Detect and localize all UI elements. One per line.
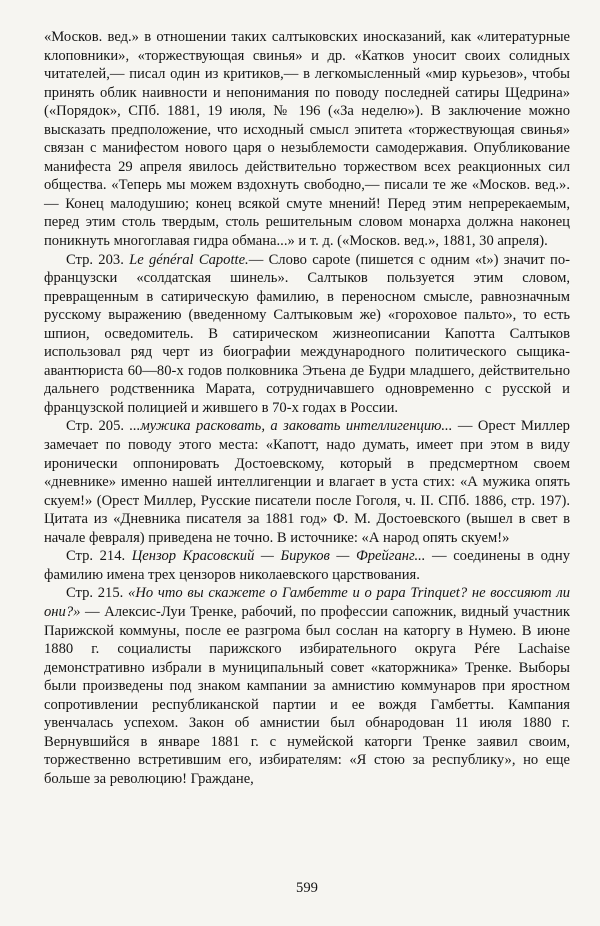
note-headword: «Но что вы скажете о Гамбетте и о papa Trinquet? не воссияют ли они?» — [44, 585, 570, 620]
paragraph-text: «Москов. вед.» в отношении таких салтыковских иносказаний, как «литературные клоповники», «торжествующая свинья» и др. «Катков уносит своих солидных читателей,— писал один из критиков,— в легкомысленный «мир курьезов», чтобы принять облик наивности и непонимания по поводу последней сатиры Щедрина» («Порядок», СПб. 1881, 19 июля, № 196 («За неделю»). В заключение можно высказать предположение, что исходный смысл эпитета «торжествующая свинья» связан с манифестом нового царя о незыблемости самодержавия. Опубликование манифеста 29 апреля явилось действительно торжеством всех реакционных сил общества. «Теперь мы можем вздохнуть свободно,— писали те же «Москов. вед.».— Конец малодушию; конец всякой смуте мнений! Перед этим непререкаемым, перед этим столь твердым, столь решительным словом монарха должна наконец поникнуть многоглавая гидра обмана...» и т. д. («Москов. вед.», 1881, 30 апреля). — [44, 29, 570, 250]
page-number: 599 — [296, 880, 318, 896]
note-headword: Le général Capotte. — [129, 251, 249, 268]
paragraph-katkov-critique — [44, 28, 570, 251]
note-page-ref: Стр. 214. — [66, 548, 132, 565]
note-headword: ...мужика расковать, а заковать интеллигенцию... — [129, 418, 453, 435]
note-headword: Цензор Красовский — Бируков — Фрейганг... — [131, 548, 426, 565]
note-text: — соединены в одну фамилию имена трех цензоров николаевского царствования. — [44, 548, 570, 583]
note-page-215 — [44, 584, 570, 788]
note-page-214 — [44, 547, 570, 584]
note-text: — Орест Миллер замечает по поводу этого места: «Капотт, надо думать, имеет при этом в виду иронически оппонировать Достоевскому, который в предсмертном своем «дневнике» именно нашей интеллигенции и влагает в уста стих: «А мужика опять скуем!» (Орест Миллер, Русские писатели после Гоголя, ч. II. СПб. 1886, стр. 197). Цитата из «Дневника писателя за 1881 год» Ф. М. Достоевского (вышел в свет в начале февраля) приведена не точно. В источнике: «А народ опять скуем!» — [44, 418, 570, 546]
book-page — [44, 28, 570, 908]
note-page-ref: Стр. 205. — [66, 418, 130, 435]
note-page-203 — [44, 251, 570, 418]
note-page-ref: Стр. 215. — [66, 585, 129, 602]
note-text: — Алексис-Луи Тренке, рабочий, по профессии сапожник, видный участник Парижской коммуны, после ее разгрома был сослан на каторгу в Нумею. В июне 1880 г. социалисты парижского избирательного округа Pére Lachaise демонстративно избрали в муниципальный совет «каторжника» Тренке. Выборы были произведены под знаком кампании за амнистию коммунаров при яростном сопротивлении республиканской партии и ее вождя Гамбетты. Кампания увенчалась успехом. Закон об амнистии был обнародован 11 июля 1880 г. Вернувшийся в январе 1881 г. с нумейской каторги Тренке заявил своим, торжественно встретившим его, избирателям: «Я стою за республику», но еще больше за революцию! Граждане, — [44, 603, 570, 787]
note-text: — Слово capote (пишется с одним «t») значит по-французски «солдатская шинель». Салтыков пользуется этим словом, превращенным в сатирическую фамилию, в переносном смысле, равнозначным русскому выражению (введенному Салтыковым же) «гороховое пальто», то есть шпион, осведомитель. В сатирическом жизнеописании Капотта Салтыков использовал ряд черт из биографии международного политического сыщика-авантюриста 60—80-х годов полковника Этьена де Будри младшего, действительно дальнего родственника Марата, сотрудничавшего одновременно с русской и французской полицией и жившего в 70-х годах в России. — [44, 251, 570, 416]
note-page-205 — [44, 417, 570, 547]
note-page-ref: Стр. 203. — [66, 251, 130, 268]
